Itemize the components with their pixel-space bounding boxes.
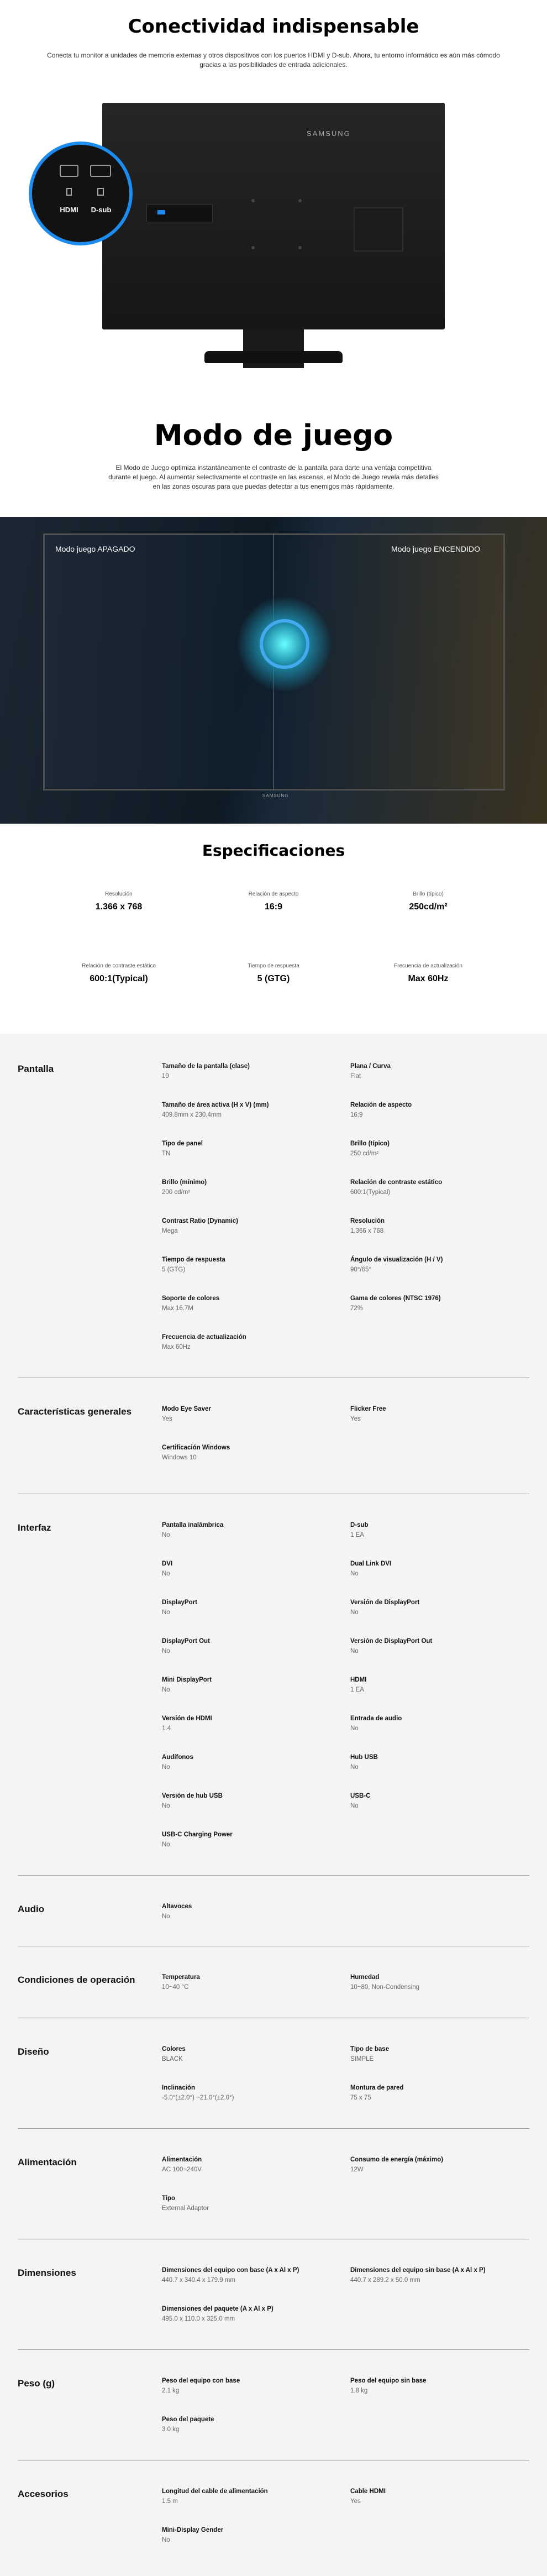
spec-item-key: Plana / Curva [350, 1063, 391, 1070]
spec-item-value: No [162, 1532, 170, 1538]
spec-item-value: 10~80, Non-Condensing [350, 1984, 419, 1991]
spec-item-key: Tiempo de respuesta [162, 1256, 225, 1263]
spec-item [162, 1140, 328, 1158]
spec-item-value: 19 [162, 1073, 169, 1080]
spec-item-value: 600:1(Typical) [350, 1189, 391, 1196]
spec-item-key: Peso del equipo sin base [350, 2378, 427, 2384]
spec-item [162, 1792, 328, 1810]
spec-item-key: Pantalla inalámbrica [162, 1522, 224, 1528]
spec-item-key: Versión de HDMI [162, 1715, 212, 1722]
spec-item [162, 1101, 328, 1119]
spec-item-key: Audífonos [162, 1754, 193, 1761]
hdmi-label: HDMI [60, 206, 78, 214]
spec-section-title: Alimentación [18, 2157, 77, 2167]
spec-item-value: 75 x 75 [350, 2095, 371, 2101]
spec-item-key: Tamaño de área activa (H x V) (mm) [162, 1102, 269, 1108]
spec-item-key: Altavoces [162, 1903, 192, 1910]
spec-item [162, 1295, 328, 1313]
spec-item [350, 1753, 516, 1772]
section-divider [18, 2128, 529, 2129]
spec-item-key: Hub USB [350, 1754, 378, 1761]
spec-item-value: Yes [162, 1416, 172, 1422]
section-divider [18, 1875, 529, 1876]
spec-item-value: 12W [350, 2166, 364, 2173]
spec-item-key: USB-C [350, 1793, 371, 1799]
spec-item-value: No [350, 1570, 359, 1577]
full-specs-panel [0, 1034, 547, 2576]
spec-item-key: Tipo de panel [162, 1140, 203, 1147]
spec-item [162, 1521, 328, 1540]
spec-item-value: 1 EA [350, 1532, 364, 1538]
spec-item [350, 1560, 516, 1578]
spec-item-key: Mini-Display Gender [162, 2527, 224, 2533]
game-mode-off-label: Modo juego APAGADO [55, 544, 135, 553]
spec-item [162, 1903, 328, 1921]
spec-item-key: Montura de pared [350, 2085, 404, 2091]
spec-item-value: BLACK [162, 2056, 183, 2062]
spec-item [162, 1405, 328, 1423]
spec-item-value: 90°/65° [350, 1266, 371, 1273]
spec-item [162, 2045, 328, 2064]
spec-item [350, 1256, 516, 1274]
spec-item [350, 1179, 516, 1197]
spec-item-value: No [350, 1803, 359, 1809]
spec-item [162, 2305, 328, 2323]
spec-item [162, 1715, 328, 1733]
spec-item-key: Cable HDMI [350, 2488, 386, 2495]
spec-item [350, 1405, 516, 1423]
spec-item [350, 1295, 516, 1313]
spec-item-value: No [350, 1609, 359, 1616]
spec-item-value: No [162, 1764, 170, 1771]
spec-section-title: Peso (g) [18, 2378, 55, 2389]
spec-item [162, 1560, 328, 1578]
connectivity-title: Conectividad indispensable [128, 15, 419, 38]
spec-item-value: No [162, 1570, 170, 1577]
spec-item-key: D-sub [350, 1522, 369, 1528]
spec-item-value: 1,366 x 768 [350, 1228, 384, 1234]
spec-item-key: Entrada de audio [350, 1715, 402, 1722]
spec-item-key: Consumo de energía (máximo) [350, 2156, 444, 2163]
spec-item-key: Soporte de colores [162, 1295, 220, 1302]
spec-item [350, 2084, 516, 2102]
spec-item-key: Longitud del cable de alimentación [162, 2488, 268, 2495]
spec-item [162, 1333, 328, 1352]
spec-item [350, 1637, 516, 1656]
spec-item-value: AC 100~240V [162, 2166, 202, 2173]
spec-item-value: 1.4 [162, 1725, 171, 1732]
spec-section-title: Condiciones de operación [18, 1975, 135, 1985]
spec-item-value: No [162, 1687, 170, 1693]
spec-item-value: 495.0 x 110.0 x 325.0 mm [162, 2316, 235, 2322]
highlight-value: Max 60Hz [408, 974, 449, 983]
spec-item-key: Ángulo de visualización (H / V) [350, 1256, 443, 1263]
monitor-back-image [0, 100, 547, 370]
spec-item-value: 2.1 kg [162, 2387, 180, 2394]
highlight-label: Relación de contraste estático [82, 963, 156, 969]
gaming-title: Modo de juego [154, 419, 393, 452]
spec-item [162, 2488, 328, 2506]
spec-item-key: DisplayPort Out [162, 1638, 210, 1645]
spec-item [162, 1676, 328, 1694]
spec-item-key: Relación de contraste estático [350, 1179, 443, 1186]
spec-item [350, 1101, 516, 1119]
spec-item-key: Colores [162, 2046, 186, 2053]
spec-item-value: No [162, 1913, 170, 1920]
spec-item-value: No [350, 1764, 359, 1771]
highlight-label: Brillo (típico) [413, 891, 444, 897]
spec-item-value: No [162, 1609, 170, 1616]
spec-item-value: 72% [350, 1305, 364, 1312]
spec-item-value: TN [162, 1150, 171, 1157]
spec-item-value: Windows 10 [162, 1454, 197, 1461]
spec-item-value: Max 16.7M [162, 1305, 193, 1312]
spec-item [350, 1521, 516, 1540]
spec-item-value: 1.8 kg [350, 2387, 368, 2394]
spec-item-key: Versión de DisplayPort Out [350, 1638, 433, 1645]
spec-item-key: Relación de aspecto [350, 1102, 412, 1108]
highlight-value: 5 (GTG) [257, 974, 290, 983]
spec-item [162, 1256, 328, 1274]
spec-item-value: 200 cd/m² [162, 1189, 191, 1196]
spec-item-value: 5 (GTG) [162, 1266, 186, 1273]
spec-item-key: DVI [162, 1561, 173, 1567]
spec-item [162, 1062, 328, 1081]
spec-section-title: Dimensiones [18, 2268, 76, 2278]
spec-item-value: 1.5 m [162, 2498, 178, 2505]
spec-item-key: Alimentación [162, 2156, 202, 2163]
spec-item [350, 1217, 516, 1235]
spec-item-key: Modo Eye Saver [162, 1406, 211, 1412]
spec-item-value: 3.0 kg [162, 2426, 180, 2433]
spec-item-value: No [162, 1803, 170, 1809]
spec-item-value: Max 60Hz [162, 1344, 191, 1350]
spec-item [162, 2416, 328, 2434]
spec-item-key: Contrast Ratio (Dynamic) [162, 1218, 239, 1224]
dsub-port-icon [90, 165, 111, 177]
spec-item-key: Dual Link DVI [350, 1561, 392, 1567]
spec-item-value: No [162, 1841, 170, 1848]
spec-item-key: Tipo [162, 2195, 176, 2202]
spec-item [162, 1179, 328, 1197]
spec-item-key: Resolución [350, 1218, 385, 1224]
spec-item [162, 1973, 328, 1992]
spec-item-key: HDMI [350, 1677, 367, 1683]
spec-item-key: Versión de DisplayPort [350, 1599, 420, 1606]
spec-item-key: Temperatura [162, 1974, 200, 1981]
spec-item-value: -5.0°(±2.0°) ~21.0°(±2.0°) [162, 2095, 234, 2101]
game-brand-logo: SAMSUNG [262, 793, 289, 798]
spec-item-key: Dimensiones del equipo con base (A x Al x P) [162, 2267, 299, 2274]
spec-section-title: Diseño [18, 2046, 49, 2057]
spec-item [350, 2488, 516, 2506]
spec-item-value: 1 EA [350, 1687, 364, 1693]
spec-item-key: Mini DisplayPort [162, 1677, 212, 1683]
spec-item [162, 1217, 328, 1235]
spec-item [162, 1831, 328, 1849]
spec-item-key: Frecuencia de actualización [162, 1334, 246, 1341]
specs-highlight-title: Especificaciones [202, 841, 345, 860]
highlight-value: 1.366 x 768 [95, 902, 143, 912]
spec-item-value: 409.8mm x 230.4mm [162, 1112, 222, 1118]
spec-item [162, 2526, 328, 2544]
highlight-label: Tiempo de respuesta [248, 963, 299, 969]
spec-item-key: Humedad [350, 1974, 380, 1981]
highlight-value: 250cd/m² [409, 902, 448, 912]
spec-item [350, 1792, 516, 1810]
spec-item [162, 2377, 328, 2395]
spec-item-key: Flicker Free [350, 1406, 386, 1412]
spec-item-key: Brillo (típico) [350, 1140, 390, 1147]
spec-item [162, 1637, 328, 1656]
spec-section-title: Pantalla [18, 1064, 54, 1074]
spec-item [350, 1715, 516, 1733]
spec-section-title: Accesorios [18, 2489, 69, 2499]
hdmi-port-icon [60, 165, 78, 177]
spec-item-value: No [350, 1725, 359, 1732]
game-mode-comparison-image [0, 517, 547, 824]
spec-item-value: No [350, 1648, 359, 1654]
spec-item [350, 2156, 516, 2174]
spec-item-key: Gama de colores (NTSC 1976) [350, 1295, 441, 1302]
spec-item-value: Yes [350, 1416, 361, 1422]
highlight-label: Relación de aspecto [248, 891, 299, 897]
spec-item [350, 2377, 516, 2395]
connectivity-description: Conecta tu monitor a unidades de memoria externas y otros dispositivos con los puertos HDMI y D-sub. Ahora, tu entorno informático es aún más cómodo gracias a las posibilidades de entrada adicionales. [47, 51, 500, 69]
spec-item-key: Dimensiones del equipo sin base (A x Al x P) [350, 2267, 486, 2274]
spec-item [350, 2045, 516, 2064]
spec-item [162, 1444, 328, 1462]
spec-item-key: Tamaño de la pantalla (clase) [162, 1063, 250, 1070]
spec-item-value: Yes [350, 2498, 361, 2505]
spec-item [350, 1676, 516, 1694]
spec-item-value: 250 cd/m² [350, 1150, 379, 1157]
spec-item-key: Brillo (mínimo) [162, 1179, 207, 1186]
spec-item [162, 2266, 328, 2285]
spec-item-key: Peso del paquete [162, 2416, 214, 2423]
spec-item [350, 1599, 516, 1617]
spec-item-key: Tipo de base [350, 2046, 390, 2053]
spec-item-value: 440.7 x 289.2 x 50.0 mm [350, 2277, 420, 2284]
spec-item-key: DisplayPort [162, 1599, 197, 1606]
highlight-value: 600:1(Typical) [90, 974, 148, 983]
spec-item [350, 2266, 516, 2285]
highlight-label: Resolución [105, 891, 133, 897]
spec-item-key: Peso del equipo con base [162, 2378, 240, 2384]
spec-item [350, 1140, 516, 1158]
spec-item-value: 440.7 x 340.4 x 179.9 mm [162, 2277, 235, 2284]
spec-item [162, 2084, 328, 2102]
section-divider [18, 2349, 529, 2350]
spec-item-key: Dimensiones del paquete (A x Al x P) [162, 2306, 274, 2312]
port-zoom-circle [29, 142, 133, 245]
spec-item-value: No [162, 2537, 170, 2543]
spec-highlights [0, 891, 547, 1002]
gaming-description: El Modo de Juego optimiza instantáneamente el contraste de la pantalla para darte una ventaja competitiva durante el juego. Al aumentar selectivamente el contraste en las escenas, el Modo de Juego revela más detalles en las zonas oscuras para que puedas detectar a tus enemigos más rápidamente. [108, 464, 439, 490]
spec-item-key: Inclinación [162, 2085, 196, 2091]
spec-item-value: 16:9 [350, 1112, 363, 1118]
spec-item-value: No [162, 1648, 170, 1654]
spec-item-key: Certificación Windows [162, 1444, 230, 1451]
spec-item [162, 1753, 328, 1772]
spec-item-value: 10~40 °C [162, 1984, 189, 1991]
spec-item-value: Flat [350, 1073, 361, 1080]
spec-section-title: Interfaz [18, 1522, 51, 1533]
spec-item [162, 2195, 328, 2213]
spec-item-key: Versión de hub USB [162, 1793, 223, 1799]
highlight-label: Frecuencia de actualización [394, 963, 462, 969]
game-mode-on-label: Modo juego ENCENDIDO [391, 544, 481, 553]
spec-item-value: SIMPLE [350, 2056, 374, 2062]
brand-logo: SAMSUNG [307, 129, 351, 138]
spec-item-value: External Adaptor [162, 2205, 209, 2212]
spec-item [350, 1973, 516, 1992]
dsub-label: D-sub [91, 206, 112, 214]
spec-item-key: USB-C Charging Power [162, 1831, 233, 1838]
spec-section-title: Audio [18, 1904, 45, 1914]
spec-item [162, 2156, 328, 2174]
highlight-value: 16:9 [264, 902, 283, 912]
spec-section-title: Características generales [18, 1406, 132, 1417]
spec-item-value: Mega [162, 1228, 178, 1234]
spec-item [350, 1062, 516, 1081]
spec-item [162, 1599, 328, 1617]
